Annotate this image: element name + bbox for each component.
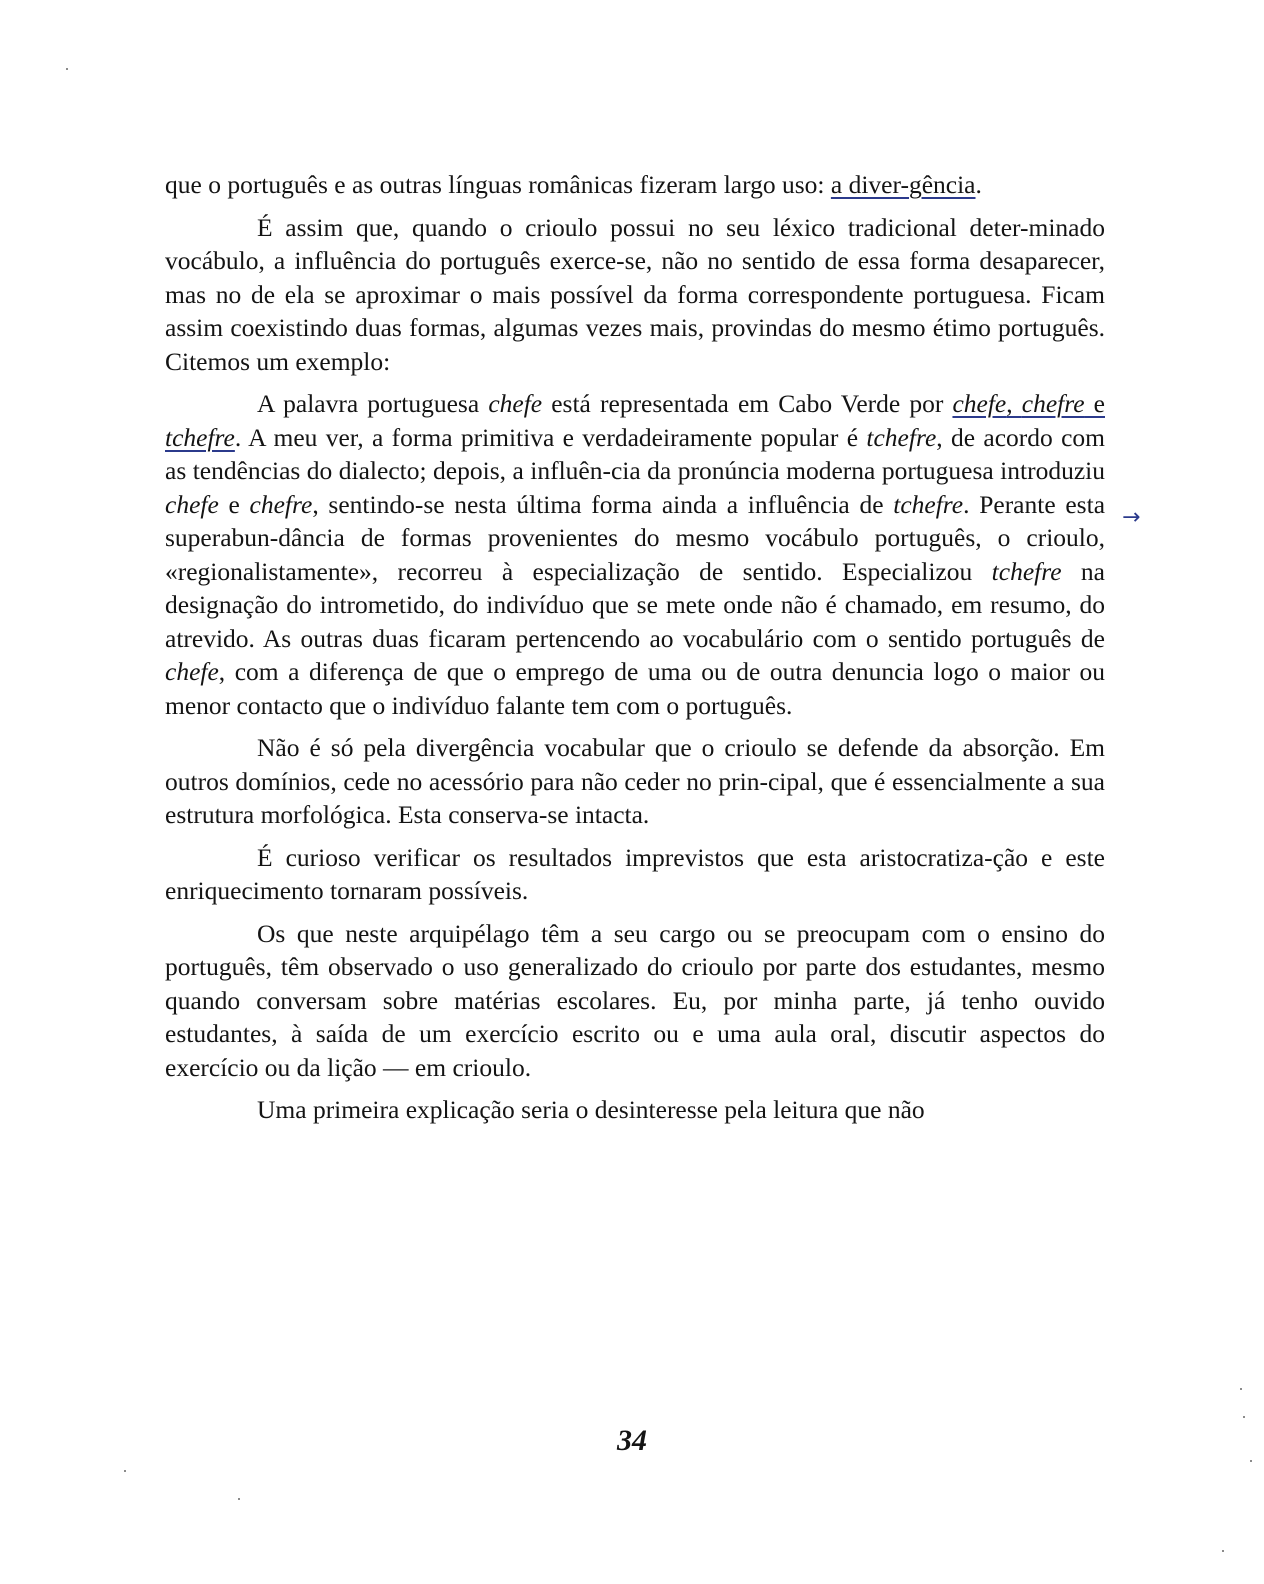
scan-speck (124, 1470, 126, 1472)
italic-term: chefe (952, 389, 1007, 418)
scan-speck (1240, 1388, 1242, 1390)
paragraph-5 (165, 841, 1105, 908)
text-run: na designação do intrometido, do indivíduo que se mete onde não é chamado, em resumo, do atrevido. As outras duas ficaram pertencendo ao vocabulário com o sentido português de (165, 556, 1105, 653)
italic-term: chefre (249, 489, 313, 519)
text-run: , de acordo com as tendências do dialecto; depois, a influên-cia da pronúncia moderna portuguesa introduziu (165, 422, 1105, 485)
page-number: 34 (617, 1424, 647, 1457)
text-run: Não é só pela divergência vocabular que o crioulo se defende da absorção. Em outros domínios, cede no acessório para não ceder no prin-cipal, que é essencialmente a sua estrutura morfológica. Esta conserva-se intacta. (165, 733, 1105, 829)
text-run: , sentindo-se nesta última forma ainda a influência de (312, 489, 894, 519)
paragraph-1 (165, 168, 1105, 202)
paragraph-2 (165, 211, 1105, 379)
scan-speck (66, 68, 68, 70)
text-run: É curioso verificar os resultados imprevistos que esta aristocratiza-ção e este enriquecimento tornaram possíveis. (165, 842, 1105, 905)
scan-speck (1250, 1460, 1252, 1462)
italic-term: chefre (1021, 389, 1085, 418)
text-run: a diver-gência (830, 170, 976, 199)
text-run: A palavra portuguesa (257, 389, 489, 418)
text-run: , com a diferença de que o emprego de uma ou de outra denuncia logo o maior ou menor contacto que o indivíduo falante tem com o português. (165, 657, 1105, 720)
text-run: que o português e as outras línguas românicas fizeram largo uso: (165, 170, 831, 199)
text-run: e (1084, 389, 1105, 418)
text-run: . (975, 170, 982, 199)
paragraph-4 (165, 731, 1105, 832)
text-run: Os que neste arquipélago têm a seu cargo ou se preocupam com o ensino do português, têm observado o uso generalizado do crioulo por parte dos estudantes, mesmo quando conversam sobre matérias escolares. Eu, por minha parte, já tenho ouvido estudantes, à saída de um exercício escrito ou e uma aula oral, discutir aspectos do exercício ou da lição — em crioulo. (165, 918, 1105, 1082)
italic-term: tchefre (866, 422, 937, 452)
text-run: , (1006, 389, 1022, 418)
scan-speck (238, 1498, 240, 1500)
text-run: É assim que, quando o crioulo possui no seu léxico tradicional deter-minado vocábulo, a influência do português exerce-se, não no sentido de essa forma desaparecer, mas no de ela se aproximar o mais possível da forma correspondente portuguesa. Ficam assim coexistindo duas formas, algumas vezes mais, provindas do mesmo étimo português. Citemos um exemplo: (165, 212, 1105, 376)
italic-term: chefe (165, 657, 219, 686)
text-run: está representada em Cabo Verde por (542, 389, 953, 418)
italic-term: tchefre (165, 422, 235, 452)
italic-term: tchefre (893, 489, 964, 519)
paragraph-7 (165, 1093, 1105, 1127)
scan-speck (1243, 1416, 1245, 1418)
scan-speck (1222, 1550, 1224, 1552)
margin-annotation-arrow: → (1122, 505, 1141, 530)
body-text (165, 168, 1105, 1127)
paragraph-6 (165, 917, 1105, 1085)
text-run: . A meu ver, a forma primitiva e verdadeiramente popular é (234, 422, 867, 452)
text-run: e (218, 489, 250, 519)
paragraph-3 (165, 387, 1105, 722)
text-run: Uma primeira explicação seria o desinteresse pela leitura que não (257, 1095, 925, 1124)
text-run: . Perante esta superabun-dância de formas provenientes do mesmo vocábulo português, o crioulo, «regionalistamente», recorreu à especialização de sentido. Especializou (165, 489, 1106, 586)
italic-term: chefe (488, 389, 543, 418)
italic-term: chefe (165, 489, 219, 519)
italic-term: tchefre (991, 556, 1062, 586)
